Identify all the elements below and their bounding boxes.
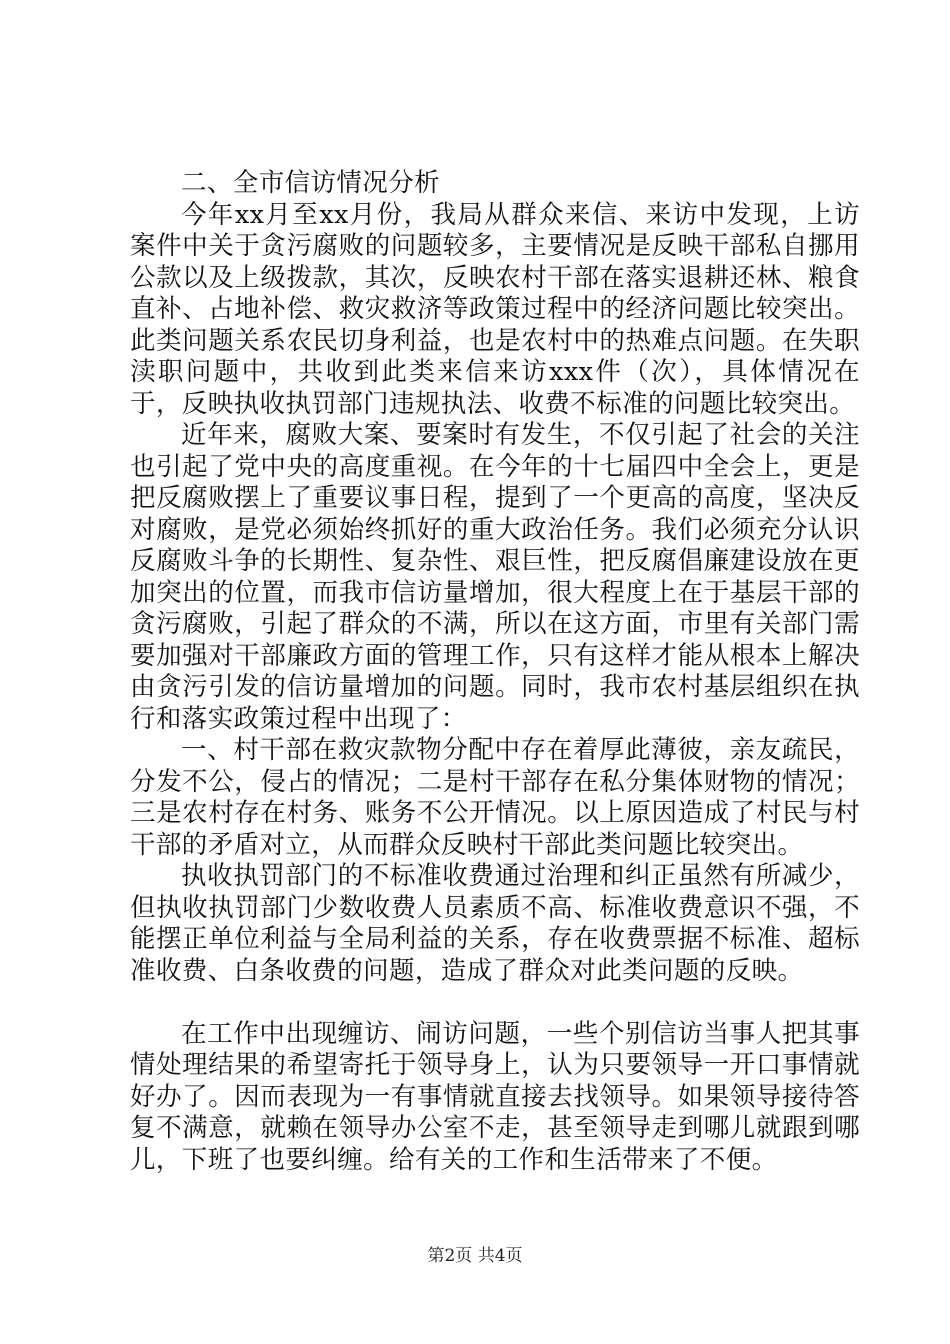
paragraph: 近年来，腐败大案、要案时有发生，不仅引起了社会的关注也引起了党中央的高度重视。在今年的十七届四中全会上，更是把反腐败摆上了重要议事日程，提到了一个更高的高度，坚决反对腐败，是党必须始终抓好的重大政治任务。我们必须充分认识反腐败斗争的长期性、复杂性、艰巨性，把反腐倡廉建设放在更加突出的位置，而我市信访量增加，很大程度上在于基层干部的贪污腐败，引起了群众的不满，所以在这方面，市里有关部门需要加强对干部廉政方面的管理工作，只有这样才能从根本上解决由贪污引发的信访量增加的问题。同时，我市农村基层组织在执行和落实政策过程中出现了： <box>130 420 860 734</box>
paragraph: 一、村干部在救灾款物分配中存在着厚此薄彼，亲友疏民，分发不公，侵占的情况；二是村干部存在私分集体财物的情况；三是农村存在村务、账务不公开情况。以上原因造成了村民与村干部的矛盾对立，从而群众反映村干部此类问题比较突出。 <box>130 735 860 860</box>
page-number: 第2页 共4页 <box>427 1246 523 1266</box>
paragraph: 执收执罚部门的不标准收费通过治理和纠正虽然有所减少，但执收执罚部门少数收费人员素质不高、标准收费意识不强，不能摆正单位利益与全局利益的关系，存在收费票据不标准、超标准收费、白条收费的问题，造成了群众对此类问题的反映。 <box>130 861 860 986</box>
paragraph: 在工作中出现缠访、闹访问题，一些个别信访当事人把其事情处理结果的希望寄托于领导身上，认为只要领导一开口事情就好办了。因而表现为一有事情就直接去找领导。如果领导接待答复不满意，就赖在领导办公室不走，甚至领导走到哪儿就跟到哪儿，下班了也要纠缠。给有关的工作和生活带来了不便。 <box>130 1018 860 1175</box>
paragraph: 今年xx月至xx月份，我局从群众来信、来访中发现，上访案件中关于贪污腐败的问题较多，主要情况是反映干部私自挪用公款以及上级拨款，其次，反映农村干部在落实退耕还林、粮食直补、占地补偿、救灾救济等政策过程中的经济问题比较突出。此类问题关系农民切身利益，也是农村中的热难点问题。在失职渎职问题中，共收到此类来信来访xxx件（次），具体情况在于，反映执收执罚部门违规执法、收费不标准的问题比较突出。 <box>130 199 860 419</box>
document-body <box>130 168 860 1176</box>
section-heading: 二、全市信访情况分析 <box>181 168 441 198</box>
